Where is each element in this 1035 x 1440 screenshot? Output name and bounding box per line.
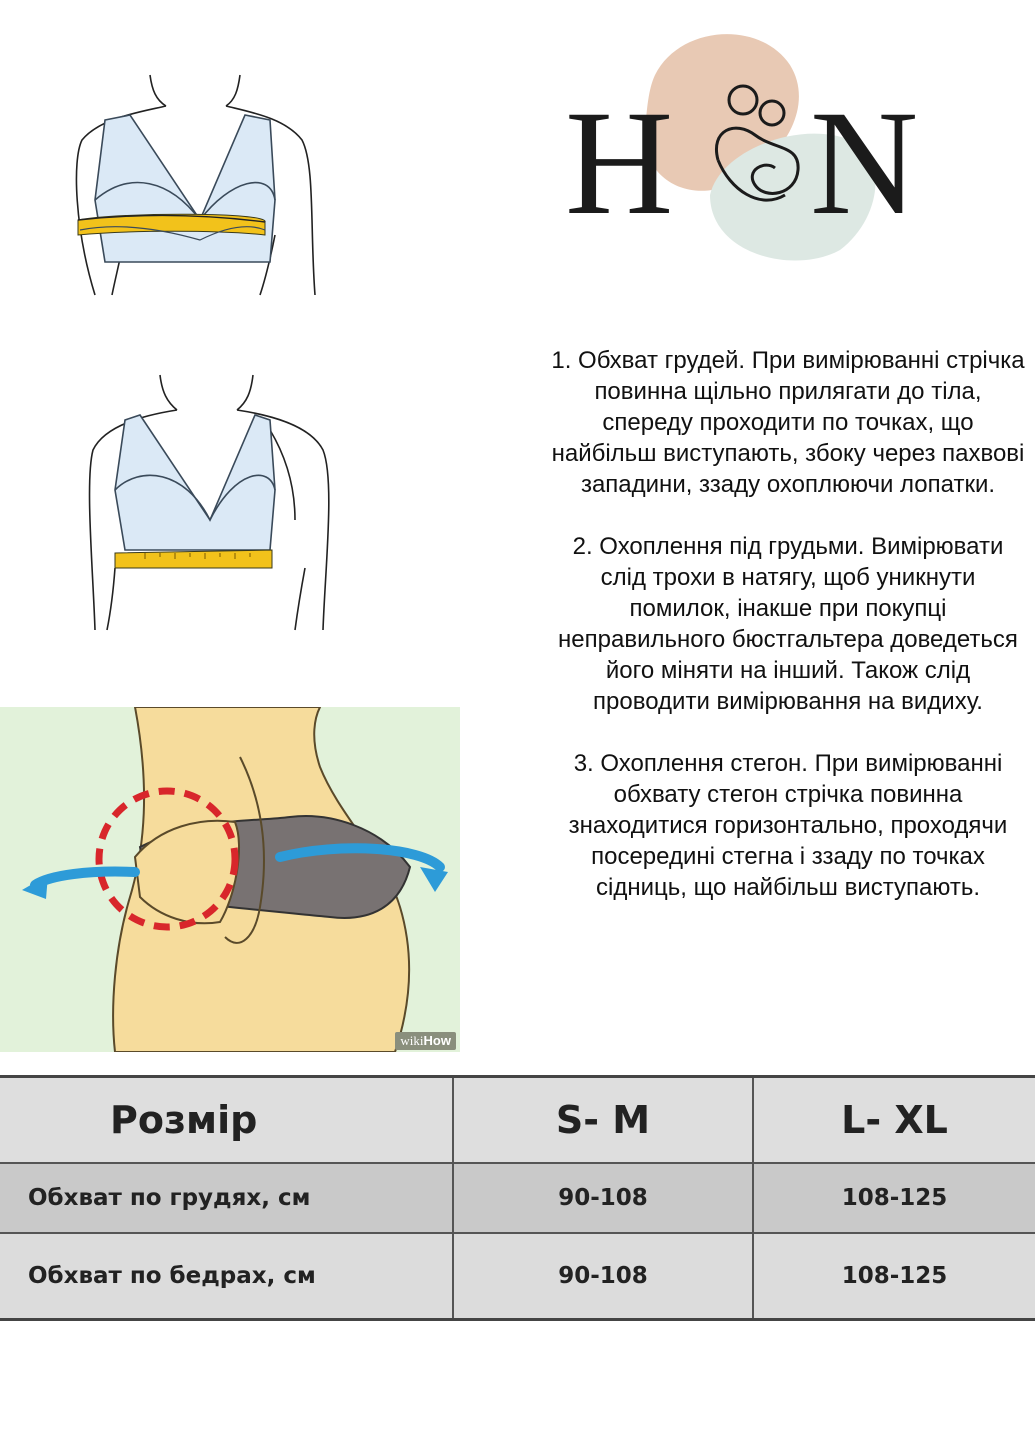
bust-measurement-illustration — [70, 70, 330, 300]
hip-measurement-illustration — [0, 707, 460, 1052]
table-row — [0, 1163, 1035, 1233]
logo-letter-n: N — [810, 80, 919, 246]
logo-letter-h: H — [565, 80, 674, 246]
table-header-row — [0, 1077, 1035, 1164]
header-s-m: S- M — [453, 1077, 753, 1164]
header-l-xl: L- XL — [753, 1077, 1035, 1164]
size-table — [0, 1075, 1035, 1321]
hip-tape-image — [0, 707, 460, 1052]
cell-value: 108-125 — [753, 1163, 1035, 1233]
underbust-measurement-illustration — [85, 370, 335, 635]
row-label: Обхват по бедрах, см — [0, 1233, 453, 1320]
instruction-underbust: 2. Охоплення під грудьми. Вимірювати слід трохи в натягу, щоб уникнути помилок, інакше при покупці неправильного бюстгальтера доведеться його міняти на інший. Також слід проводити вимірювання на видиху. — [558, 533, 1018, 715]
bust-tape-image — [70, 70, 330, 300]
instruction-hips: 3. Охоплення стегон. При вимірюванні обхвату стегон стрічка повинна знаходитися горизонтально, проходячи посередині стегна і ззаду по точках сідниць, що найбільш виступають. — [568, 750, 1008, 901]
measurement-instructions — [548, 345, 1028, 934]
cell-value: 90-108 — [453, 1233, 753, 1320]
underbust-tape-image — [85, 370, 335, 635]
row-label: Обхват по грудях, см — [0, 1163, 453, 1233]
instruction-bust: 1. Обхват грудей. При вимірюванні стрічка повинна щільно прилягати до тіла, спереду проходити по точках, що найбільш виступають, збоку через пахвові западини, ззаду охоплюючи лопатки. — [551, 347, 1025, 498]
cell-value: 90-108 — [453, 1163, 753, 1233]
table-row — [0, 1233, 1035, 1320]
cell-value: 108-125 — [753, 1233, 1035, 1320]
wikihow-watermark: wikiHow — [395, 1032, 456, 1050]
brand-logo — [560, 10, 940, 270]
header-size: Розмір — [0, 1077, 453, 1164]
